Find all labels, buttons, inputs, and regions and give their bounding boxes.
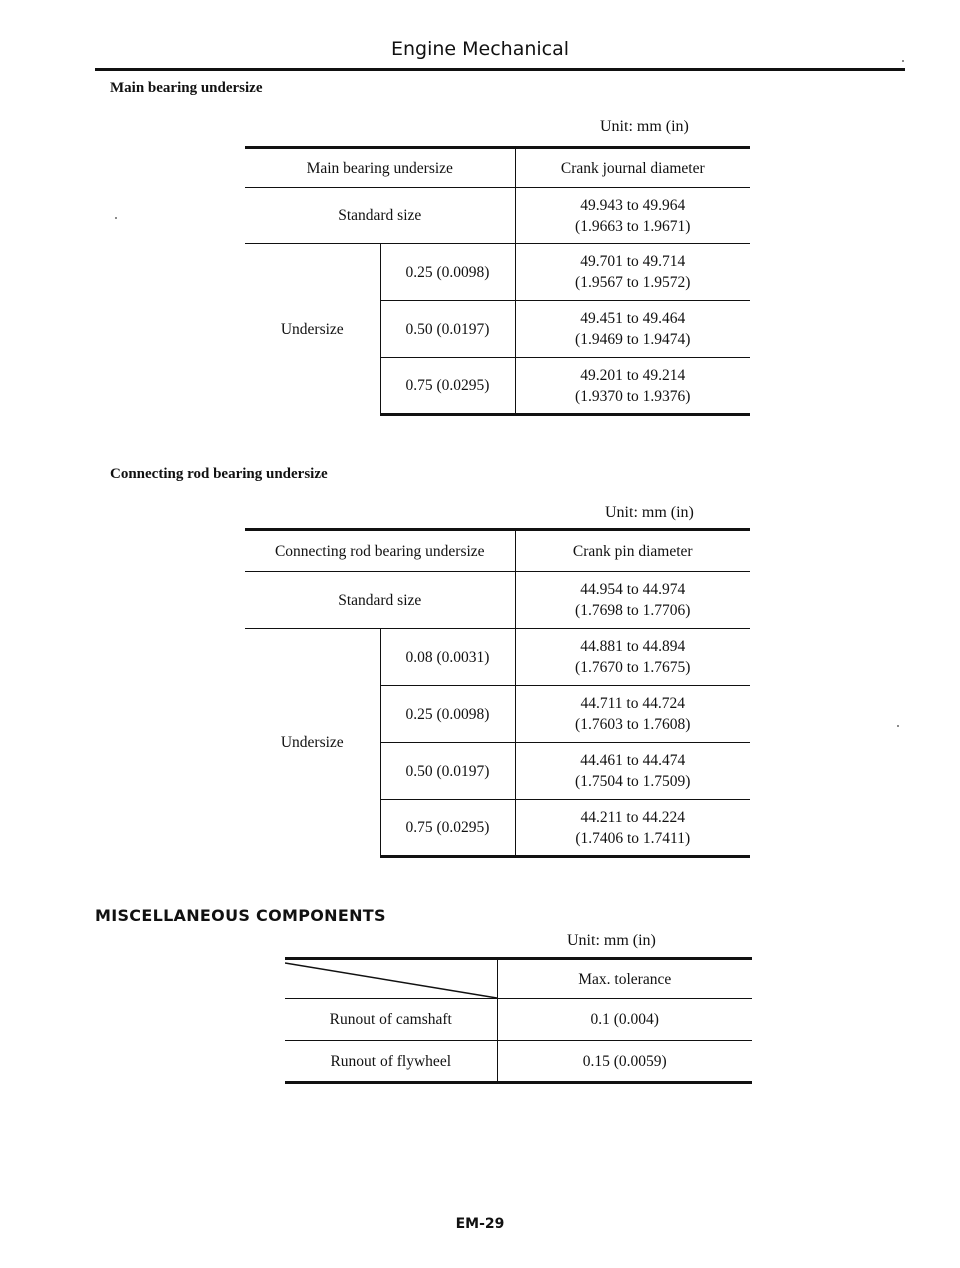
value-line-2: (1.9370 to 1.9376) — [575, 387, 691, 405]
value-line-2: (1.7698 to 1.7706) — [575, 602, 691, 619]
misc-item-label: Runout of flywheel — [285, 1041, 497, 1083]
value-line-2: (1.9663 to 1.9671) — [575, 217, 691, 235]
undersize-value: 0.50 (0.0197) — [380, 743, 515, 800]
standard-size-value — [515, 188, 750, 244]
conrod-bearing-unit: Unit: mm (in) — [605, 504, 694, 521]
table-row — [245, 244, 750, 301]
value-line-1: 44.954 to 44.974 — [580, 581, 686, 598]
table-row — [245, 188, 750, 244]
standard-size-value — [515, 572, 750, 629]
misc-unit: Unit: mm (in) — [567, 932, 656, 949]
standard-size-label: Standard size — [245, 188, 515, 244]
page-header-title: Engine Mechanical — [390, 38, 570, 60]
main-bearing-col1-header: Main bearing undersize — [245, 148, 515, 188]
main-bearing-unit: Unit: mm (in) — [600, 118, 689, 135]
journal-diameter — [515, 358, 750, 415]
pin-diameter — [515, 686, 750, 743]
journal-diameter — [515, 301, 750, 358]
value-line-2: (1.7504 to 1.7509) — [575, 773, 691, 790]
conrod-col2-header: Crank pin diameter — [515, 530, 750, 572]
undersize-value: 0.50 (0.0197) — [380, 301, 515, 358]
main-bearing-col2-header: Crank journal diameter — [515, 148, 750, 188]
journal-diameter — [515, 244, 750, 301]
value-line-1: 44.211 to 44.224 — [580, 808, 685, 826]
table-row — [285, 1041, 752, 1083]
page-number: EM-29 — [455, 1216, 505, 1232]
value-line-2: (1.7670 to 1.7675) — [575, 659, 691, 676]
value-line-1: 49.943 to 49.964 — [580, 196, 686, 214]
pin-diameter — [515, 743, 750, 800]
pin-diameter — [515, 629, 750, 686]
undersize-value: 0.08 (0.0031) — [380, 629, 515, 686]
value-line-1: 49.451 to 49.464 — [580, 310, 686, 327]
pin-diameter — [515, 800, 750, 857]
misc-col2-header: Max. tolerance — [497, 959, 752, 999]
diagonal-line — [285, 960, 497, 1000]
conrod-bearing-table — [245, 528, 750, 858]
conrod-col1-header: Connecting rod bearing undersize — [245, 530, 515, 572]
undersize-value: 0.25 (0.0098) — [380, 686, 515, 743]
table-row — [245, 629, 750, 686]
main-bearing-section-title: Main bearing undersize — [110, 80, 263, 96]
undersize-value: 0.75 (0.0295) — [380, 800, 515, 857]
value-line-2: (1.9469 to 1.9474) — [575, 331, 691, 348]
undersize-value: 0.75 (0.0295) — [380, 358, 515, 415]
diagonal-header-cell — [285, 959, 497, 999]
table-row — [245, 572, 750, 629]
undersize-label: Undersize — [245, 629, 380, 857]
table-row — [285, 999, 752, 1041]
value-line-1: 49.201 to 49.214 — [580, 366, 686, 384]
value-line-2: (1.9567 to 1.9572) — [575, 274, 691, 291]
misc-table — [285, 957, 752, 1084]
misc-item-value: 0.15 (0.0059) — [497, 1041, 752, 1083]
standard-size-label: Standard size — [245, 572, 515, 629]
value-line-1: 44.461 to 44.474 — [580, 752, 686, 769]
value-line-1: 44.881 to 44.894 — [580, 638, 686, 655]
value-line-2: (1.7406 to 1.7411) — [575, 829, 691, 847]
scan-speck — [897, 725, 899, 727]
misc-item-value: 0.1 (0.004) — [497, 999, 752, 1041]
undersize-value: 0.25 (0.0098) — [380, 244, 515, 301]
undersize-label: Undersize — [245, 244, 380, 415]
scan-speck — [115, 217, 117, 219]
value-line-1: 44.711 to 44.724 — [580, 695, 685, 712]
conrod-bearing-section-title: Connecting rod bearing undersize — [110, 466, 328, 482]
scan-speck — [902, 60, 904, 62]
value-line-1: 49.701 to 49.714 — [580, 253, 686, 270]
misc-section-title: MISCELLANEOUS COMPONENTS — [95, 906, 386, 925]
misc-item-label: Runout of camshaft — [285, 999, 497, 1041]
main-bearing-table — [245, 146, 750, 416]
header-rule — [95, 68, 905, 71]
value-line-2: (1.7603 to 1.7608) — [575, 716, 691, 733]
